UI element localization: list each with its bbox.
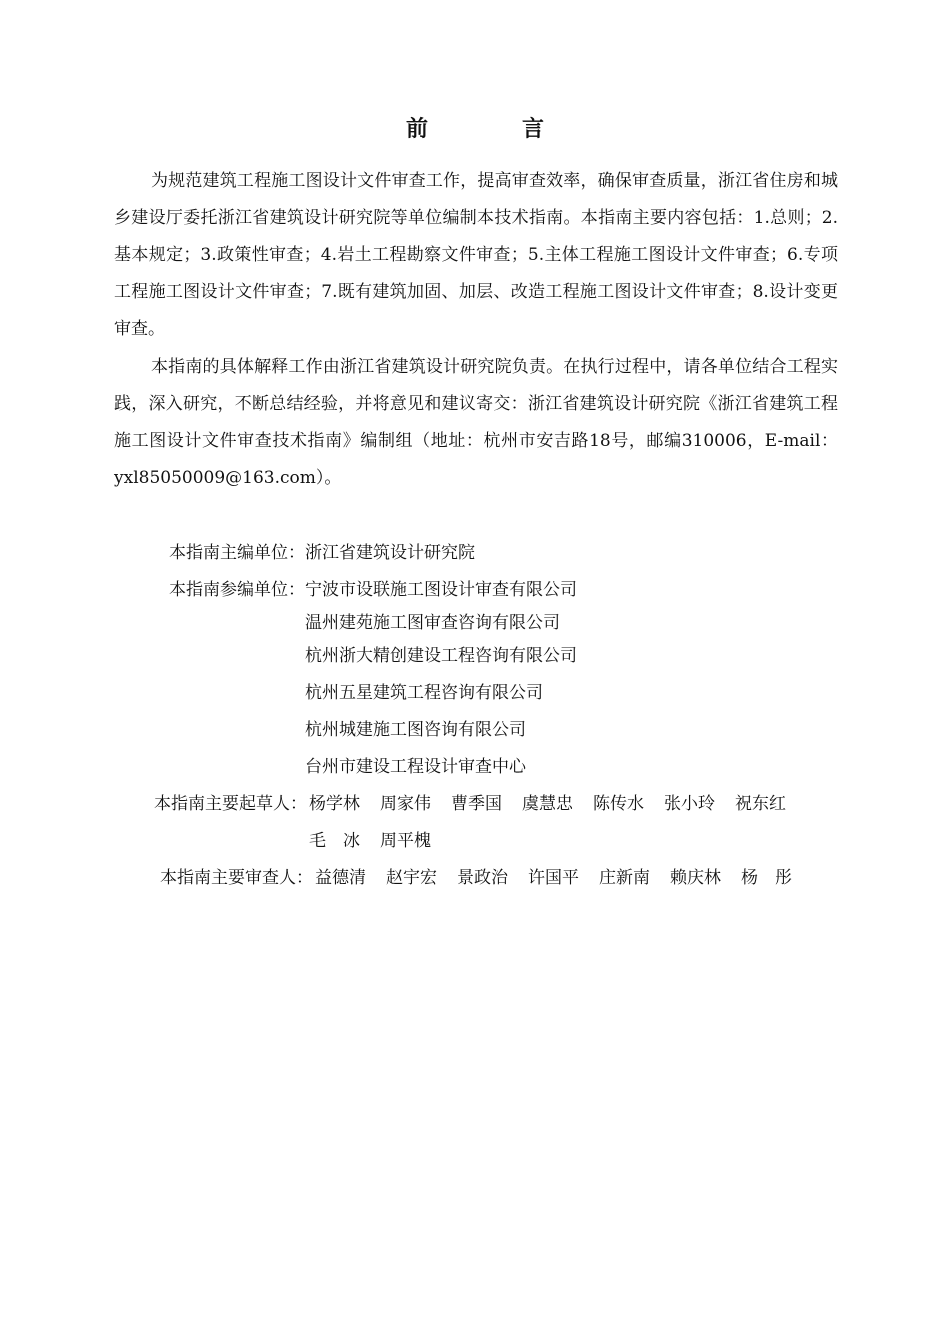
reviewers-names <box>315 860 812 897</box>
drafters-label: 本指南主要起草人： <box>154 794 307 814</box>
reviewer-name: 赵宇宏 <box>386 868 437 888</box>
drafter-name: 周平槐 <box>380 831 431 851</box>
participant-unit: 杭州五星建筑工程咨询有限公司 <box>305 683 543 703</box>
drafter-name: 祝东红 <box>735 794 786 814</box>
drafter-name: 陈传水 <box>593 794 644 814</box>
participant-unit: 杭州城建施工图咨询有限公司 <box>305 720 526 740</box>
interpretation-paragraph: 本指南的具体解释工作由浙江省建筑设计研究院负责。在执行过程中，请各单位结合工程实践，深入研究，不断总结经验，并将意见和建议寄交：浙江省建筑设计研究院《浙江省建筑工程施工图设计文件审查技术指南》编制组（地址：杭州市安吉路18号，邮编310006，E-mail：yxl85050009@163.com）。 <box>114 357 838 488</box>
reviewer-name: 庄新南 <box>599 868 650 888</box>
participant-unit: 宁波市设联施工图设计审查有限公司 <box>305 580 577 600</box>
drafter-name: 周家伟 <box>380 794 431 814</box>
chief-editor-row <box>0 535 950 572</box>
reviewers-row <box>0 860 950 897</box>
intro-paragraph: 为规范建筑工程施工图设计文件审查工作，提高审查效率，确保审查质量，浙江省住房和城乡建设厅委托浙江省建筑设计研究院等单位编制本技术指南。本指南主要内容包括：1.总则；2.基本规定；3.政策性审查；4.岩土工程勘察文件审查；5.主体工程施工图设计文件审查；6.专项工程施工图设计文件审查；7.既有建筑加固、加层、改造工程施工图设计文件审查；8.设计变更审查。 <box>114 171 838 339</box>
reviewer-name: 景政治 <box>457 868 508 888</box>
drafters-row <box>0 786 950 823</box>
reviewer-name: 杨 彤 <box>741 868 792 888</box>
page-title: 前 言 <box>405 116 580 142</box>
drafter-name: 张小玲 <box>664 794 715 814</box>
participant-unit: 温州建苑施工图审查咨询有限公司 <box>305 613 560 633</box>
chief-editor-label: 本指南主编单位： <box>169 543 305 563</box>
participants-row <box>0 572 950 609</box>
drafters-names-line1 <box>309 786 806 823</box>
participants-label: 本指南参编单位： <box>169 580 305 600</box>
reviewer-name: 益德清 <box>315 868 366 888</box>
reviewer-name: 赖庆林 <box>670 868 721 888</box>
drafter-name: 虞慧忠 <box>522 794 573 814</box>
drafter-name: 毛 冰 <box>309 831 360 851</box>
participant-unit: 台州市建设工程设计审查中心 <box>305 757 526 777</box>
reviewer-name: 许国平 <box>528 868 579 888</box>
drafter-name: 杨学林 <box>309 794 360 814</box>
chief-editor-unit: 浙江省建筑设计研究院 <box>305 543 475 563</box>
participant-unit: 杭州浙大精创建设工程咨询有限公司 <box>305 646 577 666</box>
reviewers-label: 本指南主要审查人： <box>160 868 313 888</box>
drafters-names-line2 <box>309 823 451 860</box>
drafter-name: 曹季国 <box>451 794 502 814</box>
